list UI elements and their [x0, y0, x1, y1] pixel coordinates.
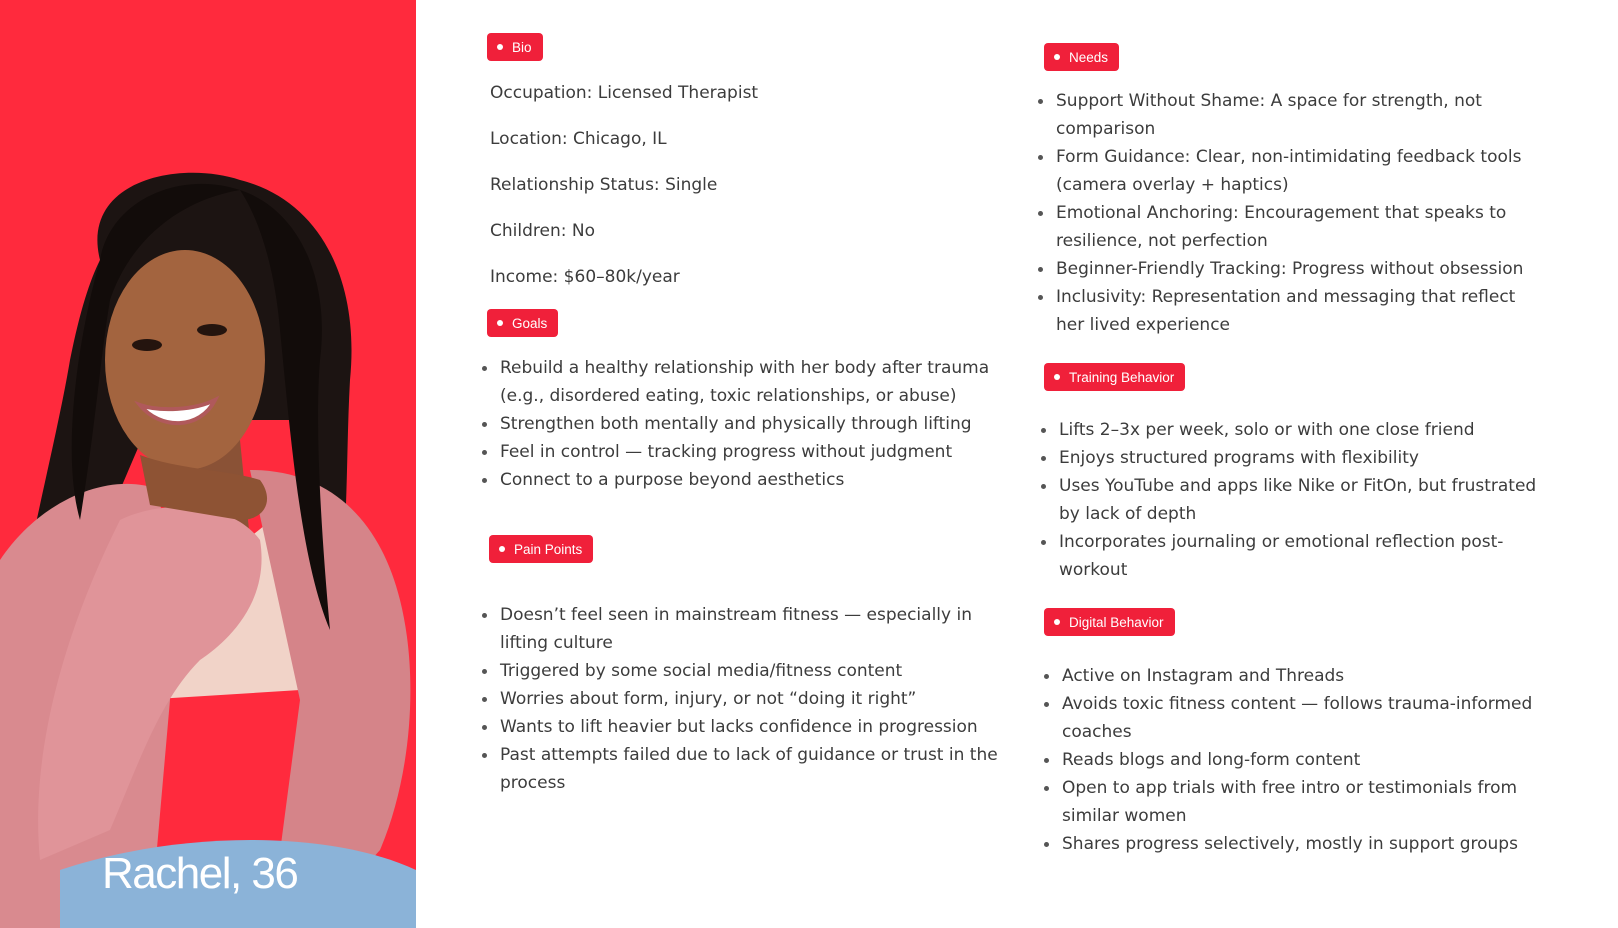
- list-item: Past attempts failed due to lack of guidance or trust in the process: [482, 741, 1022, 797]
- bio-occupation: Occupation: Licensed Therapist: [490, 83, 759, 103]
- eye-right: [197, 324, 227, 336]
- tag-dot-icon: [1054, 374, 1060, 380]
- bio-income: Income: $60–80k/year: [490, 267, 680, 287]
- pain-points-list: [482, 601, 1022, 797]
- pain-points-tag: [489, 535, 593, 563]
- list-item: Shares progress selectively, mostly in support groups: [1044, 830, 1554, 858]
- digital-behavior-list: [1044, 662, 1554, 858]
- needs-list: [1038, 87, 1548, 339]
- eye-left: [132, 339, 162, 351]
- digital-behavior-tag-label: Digital Behavior: [1069, 614, 1164, 630]
- list-item: Support Without Shame: A space for strength, not comparison: [1038, 87, 1548, 143]
- list-item: Beginner-Friendly Tracking: Progress without obsession: [1038, 255, 1548, 283]
- list-item: Incorporates journaling or emotional reflection post-workout: [1041, 528, 1551, 584]
- list-item: Active on Instagram and Threads: [1044, 662, 1554, 690]
- tag-dot-icon: [1054, 54, 1060, 60]
- list-item: Open to app trials with free intro or testimonials from similar women: [1044, 774, 1554, 830]
- list-item: Feel in control — tracking progress without judgment: [482, 438, 1022, 466]
- tag-dot-icon: [1054, 619, 1060, 625]
- persona-name: Rachel, 36: [102, 849, 298, 898]
- list-item: Lifts 2–3x per week, solo or with one close friend: [1041, 416, 1551, 444]
- list-item: Enjoys structured programs with flexibility: [1041, 444, 1551, 472]
- list-item: Triggered by some social media/fitness content: [482, 657, 1022, 685]
- list-item: Connect to a purpose beyond aesthetics: [482, 466, 1022, 494]
- training-behavior-tag: [1044, 363, 1185, 391]
- list-item: Avoids toxic fitness content — follows trauma-informed coaches: [1044, 690, 1554, 746]
- tag-dot-icon: [497, 44, 503, 50]
- list-item: Form Guidance: Clear, non-intimidating feedback tools (camera overlay + haptics): [1038, 143, 1548, 199]
- tag-dot-icon: [497, 320, 503, 326]
- face-shape: [105, 250, 265, 470]
- bio-tag-label: Bio: [512, 39, 532, 55]
- training-behavior-list: [1041, 416, 1551, 584]
- digital-behavior-tag: [1044, 608, 1175, 636]
- list-item: Rebuild a healthy relationship with her body after trauma (e.g., disordered eating, toxic relationships, or abuse): [482, 354, 1022, 410]
- persona-photo-panel: [0, 0, 416, 928]
- tag-dot-icon: [499, 546, 505, 552]
- needs-tag: [1044, 43, 1119, 71]
- list-item: Emotional Anchoring: Encouragement that speaks to resilience, not perfection: [1038, 199, 1548, 255]
- pain-points-tag-label: Pain Points: [514, 541, 583, 557]
- needs-tag-label: Needs: [1069, 49, 1109, 65]
- bio-relationship: Relationship Status: Single: [490, 175, 718, 195]
- persona-portrait: [0, 0, 416, 928]
- list-item: Reads blogs and long-form content: [1044, 746, 1554, 774]
- bio-location: Location: Chicago, IL: [490, 129, 667, 149]
- list-item: Doesn’t feel seen in mainstream fitness — especially in lifting culture: [482, 601, 1022, 657]
- bio-tag: [487, 33, 543, 61]
- goals-tag-label: Goals: [512, 315, 548, 331]
- list-item: Wants to lift heavier but lacks confidence in progression: [482, 713, 1022, 741]
- list-item: Uses YouTube and apps like Nike or FitOn, but frustrated by lack of depth: [1041, 472, 1551, 528]
- goals-tag: [487, 309, 558, 337]
- list-item: Inclusivity: Representation and messaging that reflect her lived experience: [1038, 283, 1548, 339]
- bio-children: Children: No: [490, 221, 595, 241]
- list-item: Strengthen both mentally and physically through lifting: [482, 410, 1022, 438]
- training-behavior-tag-label: Training Behavior: [1069, 369, 1175, 385]
- list-item: Worries about form, injury, or not “doing it right”: [482, 685, 1022, 713]
- goals-list: [482, 354, 1022, 494]
